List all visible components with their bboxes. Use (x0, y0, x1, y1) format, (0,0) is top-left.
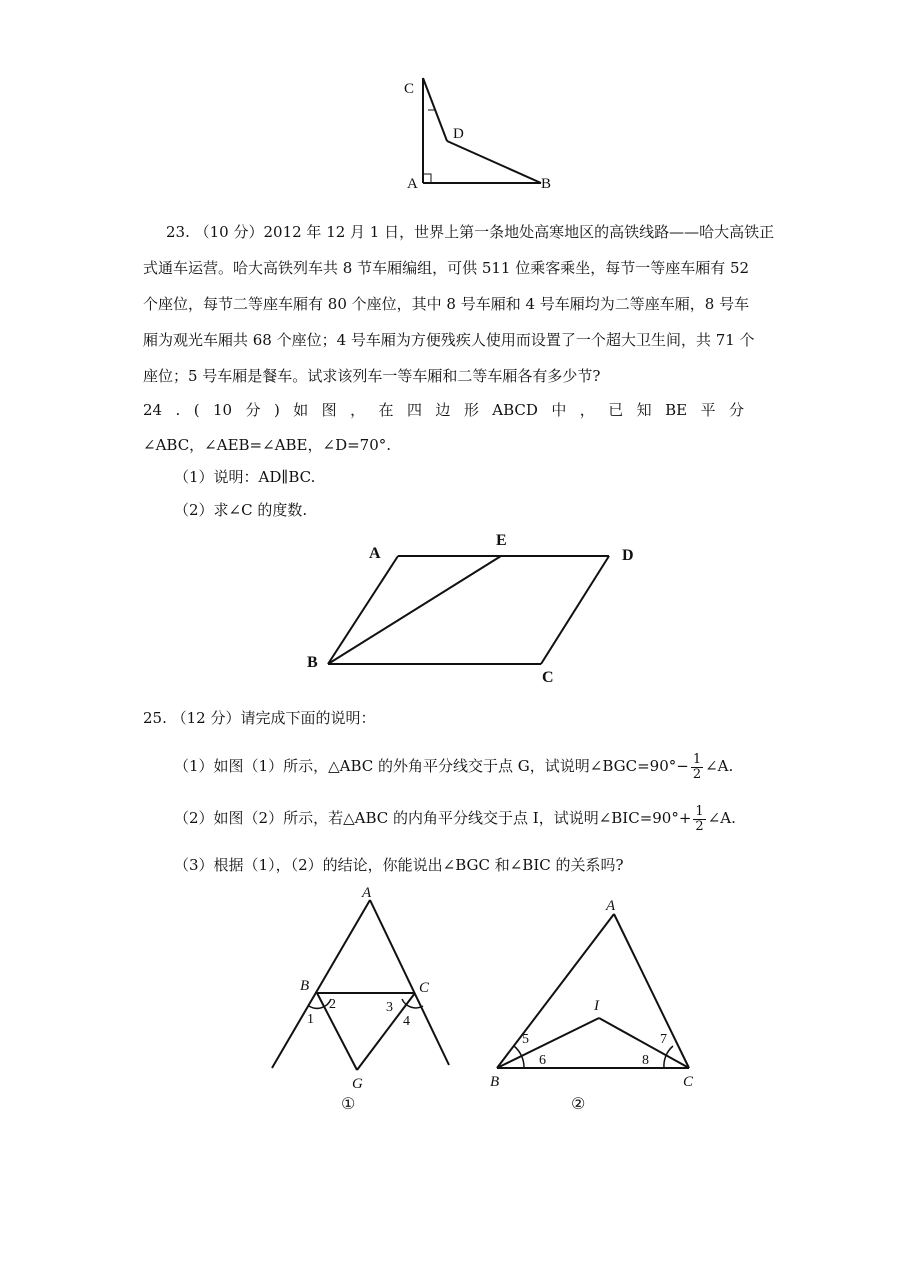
q25-part-1-text: （1）如图（1）所示，△ABC 的外角平分线交于点 G，试说明∠BGC=90°− (174, 757, 689, 775)
q25-part-1-tail: ∠A. (705, 757, 734, 775)
label-i: I (594, 998, 599, 1014)
q24-token: 24 (143, 401, 163, 419)
q24-part-2: （2）求∠C 的度数. (174, 501, 308, 519)
label-a: A (369, 545, 381, 562)
segment-bi (497, 1018, 599, 1068)
q24-token: 边 (435, 401, 451, 419)
label-b: B (307, 654, 318, 671)
q24-token: . (175, 401, 181, 419)
q24-token: ( (193, 401, 200, 419)
q24-token: BE (665, 401, 688, 419)
q23-line-1: 23. （10 分）2012 年 12 月 1 日，世界上第一条地处高寒地区的高铁线路——哈大高铁正 (166, 223, 775, 241)
label-b: B (300, 978, 310, 994)
q24-token: 如 (293, 401, 309, 419)
label-c: C (683, 1074, 694, 1090)
label-d: D (453, 126, 464, 142)
q23-line-5: 座位；5 号车厢是餐车。试求该列车一等车厢和二等车厢各有多少节? (143, 367, 601, 385)
angle-label-2: 2 (329, 997, 336, 1012)
label-a: A (606, 898, 616, 914)
q24-token: 知 (636, 401, 652, 419)
q24-token: 分 (728, 401, 744, 419)
figure-caption-1: ① (341, 1096, 356, 1113)
q25-title: 25. （12 分）请完成下面的说明： (143, 709, 376, 727)
q24-token: ABCD (492, 401, 538, 419)
label-b: B (541, 176, 552, 192)
q23-line-4: 厢为观光车厢共 68 个座位；4 号车厢为方便残疾人使用而设置了一个超大卫生间，共 71 个 (143, 331, 755, 349)
q23-line-2: 式通车运营。哈大高铁列车共 8 节车厢编组，可供 511 位乘客乘坐，每节一等座车厢有 52 (143, 259, 750, 277)
q24-token: 分 (245, 401, 261, 419)
q24-token: 图 (321, 401, 337, 419)
q24-token: 平 (700, 401, 716, 419)
q25-part-3: （3）根据（1），（2）的结论，你能说出∠BGC 和∠BIC 的关系吗? (174, 856, 624, 874)
side-ac (614, 914, 689, 1068)
angle-label-4: 4 (403, 1014, 410, 1029)
q24-token: 已 (608, 401, 624, 419)
label-c: C (542, 669, 554, 686)
label-a: A (407, 176, 418, 192)
figure-caption-2: ② (571, 1096, 586, 1113)
side-ab (497, 914, 614, 1068)
angle-label-1: 1 (307, 1012, 314, 1027)
label-e: E (496, 532, 507, 549)
q24-token: ， (350, 401, 366, 419)
q24-token: ) (273, 401, 280, 419)
label-c: C (404, 81, 415, 97)
angle-label-5: 5 (522, 1032, 529, 1047)
angle-label-6: 6 (539, 1053, 546, 1068)
q24-token: 形 (463, 401, 479, 419)
label-c: C (419, 980, 430, 996)
q24-token: 四 (406, 401, 422, 419)
q24-line-2: ∠ABC，∠AEB=∠ABE，∠D=70°. (143, 436, 392, 454)
q23-line-3: 个座位，每节二等座车厢有 80 个座位，其中 8 号车厢和 4 号车厢均为二等座车厢，8 号车 (143, 295, 750, 313)
label-d: D (622, 547, 634, 564)
q24-token: 10 (213, 401, 233, 419)
q24-token: ， (579, 401, 595, 419)
q24-token: 中 (551, 401, 567, 419)
label-a: A (362, 885, 372, 901)
fraction-denominator: 2 (695, 818, 704, 834)
angle-label-8: 8 (642, 1053, 649, 1068)
fraction-numerator: 1 (695, 803, 704, 819)
fraction-numerator: 1 (692, 751, 702, 767)
q25-part-2-text: （2）如图（2）所示，若△ABC 的内角平分线交于点 I，试说明∠BIC=90°+ (174, 809, 692, 827)
q24-token: 在 (378, 401, 394, 419)
q25-part-2-tail: ∠A. (707, 809, 736, 827)
angle-label-3: 3 (386, 1000, 393, 1015)
q24-part-1: （1）说明：AD∥BC. (174, 468, 316, 486)
fraction-denominator: 2 (692, 766, 702, 782)
label-g: G (352, 1076, 363, 1092)
angle-label-7: 7 (660, 1032, 667, 1047)
label-b: B (490, 1074, 500, 1090)
